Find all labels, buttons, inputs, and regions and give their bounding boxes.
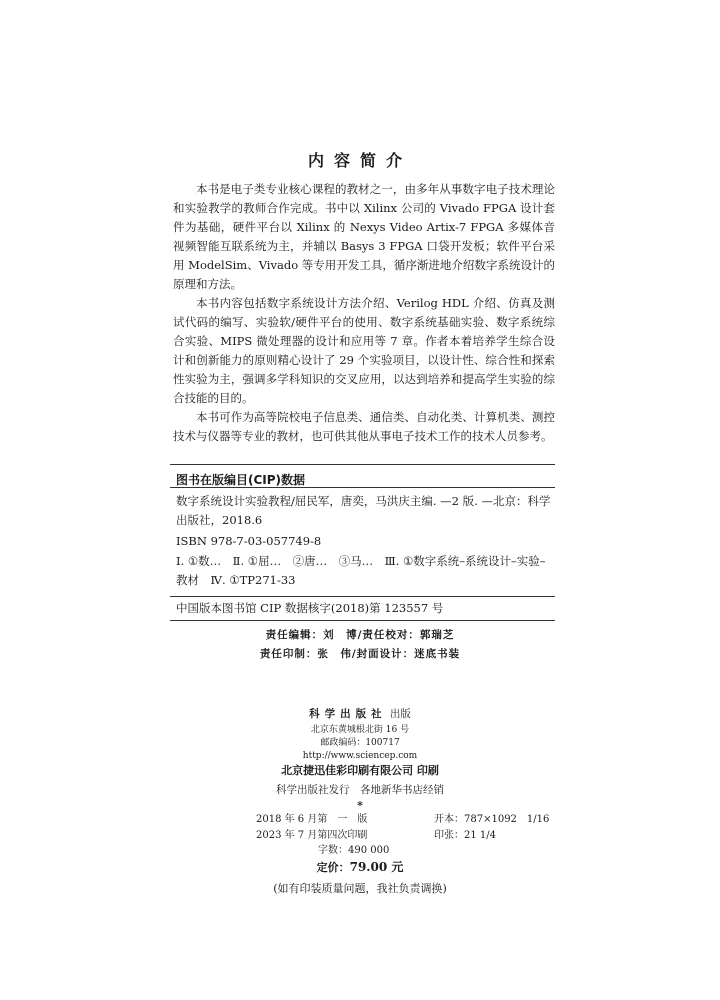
specs-row-1: [256, 812, 549, 828]
cip-library-number: 中国版本图书馆 CIP 数据核字(2018)第 123557 号: [176, 601, 444, 615]
cip-isbn: ISBN 978-7-03-057749-8: [176, 534, 322, 548]
price-value: 79.00 元: [349, 860, 404, 874]
publisher-address: 北京东黄城根北街 16 号: [310, 725, 410, 735]
cip-classification: Ⅰ. ①数… Ⅱ. ①屈… ②唐… ③马… Ⅲ. ①数字系统–系统设计–实验–教材 Ⅳ. ①TP271-33: [176, 554, 546, 587]
word-count: 字数：490 000: [318, 845, 390, 856]
summary-paragraph: 本书可作为高等院校电子信息类、通信类、自动化类、计算机类、测控技术与仪器等专业的教材，也可供其他从事电子技术工作的技术人员参考。: [173, 410, 555, 443]
publisher-postcode: 邮政编码：100717: [320, 738, 400, 748]
credits-editors: 责任编辑：刘 博/责任校对：郭瑞芝: [265, 629, 455, 641]
divider: [170, 487, 555, 488]
print-date: 2023 年 7 月第四次印刷: [256, 830, 368, 841]
separator-asterisk: *: [357, 799, 363, 812]
specs-row-2: [256, 828, 496, 844]
printed-sheets: 印张：21 1/4: [434, 830, 496, 841]
cip-heading: 图书在版编目(CIP)数据: [176, 473, 306, 487]
edition-date: 2018 年 6 月第 一 版: [256, 814, 368, 825]
price-label: 定价：: [316, 861, 350, 874]
credits-production: 责任印制：张 伟/封面设计：迷底书装: [259, 648, 461, 660]
quality-note: (如有印装质量问题，我社负责调换): [273, 882, 447, 895]
price-line: [0, 858, 720, 875]
distribution-line: 科学出版社发行 各地新华书店经销: [276, 784, 444, 796]
divider: [170, 620, 555, 621]
printer-suffix: 印刷: [416, 764, 439, 777]
publisher-line: [0, 706, 720, 722]
summary-body: [173, 180, 555, 446]
cip-entry: 数字系统设计实验教程/屈民军，唐奕，马洪庆主编. —2 版. —北京：科学出版社，2018.6: [176, 494, 551, 527]
book-format: 开本：787×1092 1/16: [434, 814, 550, 825]
divider: [170, 464, 555, 465]
summary-title: 内容简介: [307, 151, 412, 170]
printer-line: [0, 763, 720, 779]
printer-name: 北京捷迅佳彩印刷有限公司: [281, 764, 414, 777]
summary-paragraph: 本书内容包括数字系统设计方法介绍、Verilog HDL 介绍、仿真及测试代码的编写、实验软/硬件平台的使用、数字系统基础实验、数字系统综合实验、MIPS 微处理器的设计和应用等 7 章。作者本着培养学生综合设计和创新能力的原则精心设计了 29 个实验项目，以设计性、综合性和探索性实验为主，强调多学科知识的交叉应用，以达到培养和提高学生实验的综合技能的目的。: [173, 296, 555, 405]
summary-paragraph: 本书是电子类专业核心课程的教材之一，由多年从事数字电子技术理论和实验教学的教师合作完成。书中以 Xilinx 公司的 Vivado FPGA 设计套件为基础，硬件平台以 Xilinx 的 Nexys Video Artix-7 FPGA 多媒体音视频智能互联系统为主，并辅以 Basys 3 FPGA 口袋开发板；软件平台采用 ModelSim、Vivado 等专用开发工具，循序渐进地介绍数字系统设计的原理和方法。: [173, 182, 555, 291]
publisher-name: 科学出版社: [309, 708, 387, 720]
publisher-website: http://www.sciencep.com: [302, 751, 418, 761]
divider: [170, 596, 555, 597]
publisher-suffix: 出版: [389, 708, 411, 720]
